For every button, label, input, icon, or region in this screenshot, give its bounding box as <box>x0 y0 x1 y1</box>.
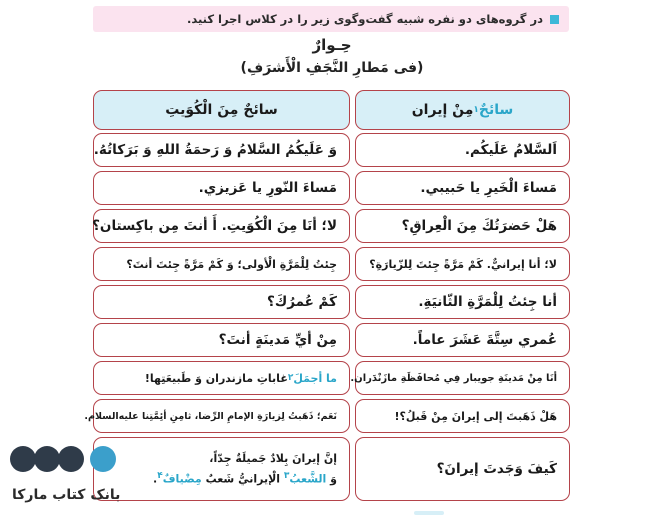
watermark-text: بانک کتاب مارکا <box>12 487 121 503</box>
logo-circle-icon <box>34 446 60 472</box>
dialog-cell-iran: أنَا مِنْ مَدينَةِ جويبار فِي مُحافَظَةِ مازَنْدَران. <box>355 361 570 395</box>
footnote-marker: ۳ <box>283 471 290 482</box>
instruction-banner <box>93 6 569 32</box>
dialog-cell-kuwait: مَساءَ النّورِ يا عَزيزي. <box>93 171 350 205</box>
dialog-cell-iran: كَيفَ وَجَدتَ إيرانَ؟ <box>355 437 570 501</box>
cell-line-1: إنَّ إيرانَ بِلادٌ جَميلَةٌ جِدّاً، <box>209 452 337 466</box>
dialog-cell-kuwait: لا؛ أنَا مِنَ الْكُوَيتِ. أَ أنتَ مِن باكِستان؟ <box>93 209 350 243</box>
dialog-cell-iran: أنا جِئتُ لِلْمَرَّةِ الثّانيَةِ. <box>355 285 570 319</box>
dialog-cell-kuwait: كَمْ عُمرُكَ؟ <box>93 285 350 319</box>
cell-text: الْإيرانيُّ شَعبٌ <box>201 472 284 486</box>
cell-text: وَ <box>326 472 337 486</box>
footnote-marker: ۲ <box>287 373 294 383</box>
dialog-cell-iran: اَلسَّلامُ عَلَيكُم. <box>355 133 570 167</box>
accent-phrase: ما أجمَلَ <box>293 371 337 385</box>
dialog-cell-iran: لا؛ أنا إيرانيٌّ. كَمْ مَرَّةً جِئتَ لِلزّيارَةِ؟ <box>355 247 570 281</box>
page-subtitle: (فی مَطارِ النَّجَفِ الْأَشرَفِ) <box>240 60 424 76</box>
dialog-cell-iran: مَساءَ الْخَيرِ يا حَبيبي. <box>355 171 570 205</box>
logo-circle-icon <box>10 446 36 472</box>
header-rest: مِنْ إيران <box>411 102 474 118</box>
header-word: سائحٌ <box>478 102 514 118</box>
square-bullet-icon <box>550 15 559 24</box>
dialog-cell-iran: هَلْ ذَهَبتَ إلی إيرانَ مِنْ قَبلُ؟! <box>355 399 570 433</box>
dialog-cell-kuwait <box>93 437 350 501</box>
instruction-text: در گروه‌های دو نفره شبیه گفت‌وگوی زیر را در کلاس اجرا کنید. <box>186 12 543 26</box>
dialog-cell-kuwait: نَعَم؛ ذَهَبتُ لِزيارَةِ الإمامِ الرِّضا، ثامِنِ أئِمَّتِنا عليه‌السلام. <box>93 399 350 433</box>
cell-line-2 <box>153 471 337 486</box>
dialog-cell-kuwait: وَ عَلَيكُمُ السَّلامُ وَ رَحمَةُ اللهِ وَ بَرَكاتُهُ. <box>93 133 350 167</box>
dialog-cell-iran: هَلْ حَضرَتُكَ مِنَ الْعِراقِ؟ <box>355 209 570 243</box>
dialog-cell-kuwait: مِنْ أيِّ مَدينَةٍ أنتَ؟ <box>93 323 350 357</box>
decorative-bar <box>414 511 444 515</box>
dialog-cell-iran: عُمري سِتَّةَ عَشَرَ عاماً. <box>355 323 570 357</box>
accent-word: مِضْيافٌ <box>162 472 202 486</box>
accent-word: الشَّعبُ <box>289 472 327 486</box>
page-title: حِـوارٌ <box>312 36 352 54</box>
dialog-cell-kuwait <box>93 361 350 395</box>
logo-circle-icon <box>58 446 84 472</box>
cell-text: . <box>153 472 158 486</box>
logo-circle-icon <box>90 446 116 472</box>
footnote-marker: ۴ <box>157 471 163 482</box>
cell-text: غاباتِ مازندران وَ طَبيعَتِها! <box>144 371 288 385</box>
dialog-cell-kuwait: جِئتُ لِلْمَرَّةِ الْأولی؛ وَ كَمْ مَرَّةً جِئتَ أنتَ؟ <box>93 247 350 281</box>
header-iran-tourist <box>355 90 570 130</box>
header-kuwait-tourist: سائحٌ مِنَ الْكُوَيتِ <box>93 90 350 130</box>
footnote-marker: ۱ <box>473 105 479 115</box>
